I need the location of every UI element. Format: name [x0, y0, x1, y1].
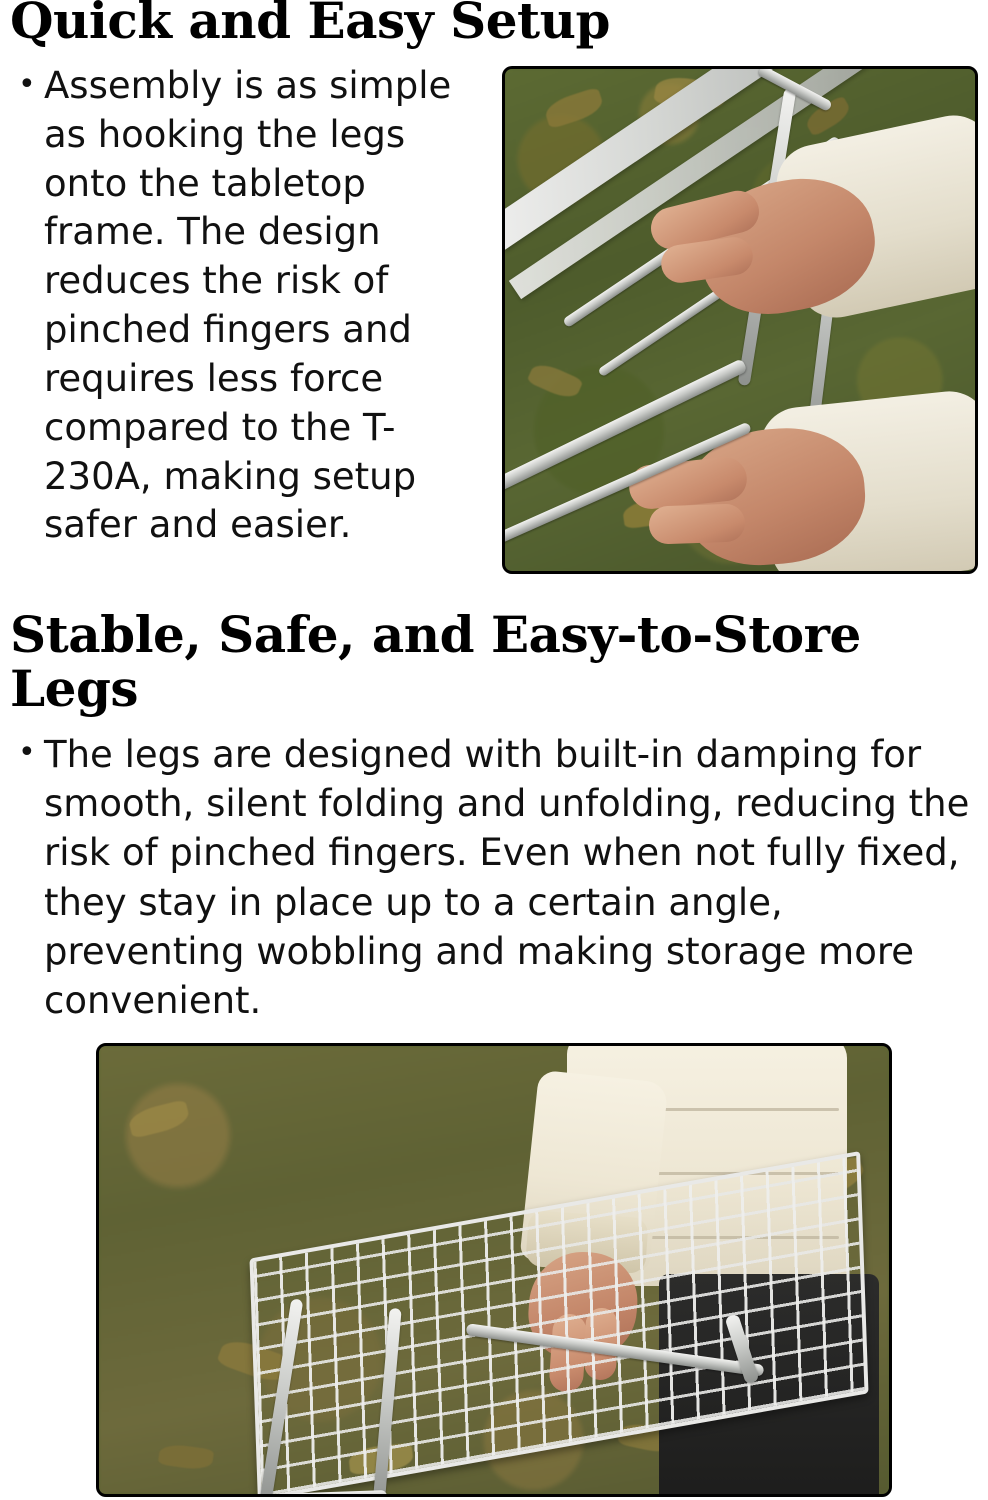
section-heading-quick-and-easy-setup: Quick and Easy Setup	[10, 0, 610, 50]
section-one-bullet-list	[10, 62, 472, 550]
section-one-body	[10, 62, 978, 574]
section-one-image-column	[480, 62, 978, 574]
list-item: • The legs are designed with built-in damping for smooth, silent folding and unfolding, reducing the risk of pinched fingers. Even when not fully fixed, they stay in place up to a certain angle, preventing wobbling and making storage more convenient.	[10, 730, 978, 1025]
section-two	[10, 605, 978, 1497]
image-person-folding-table-legs	[96, 1043, 892, 1497]
section-two-image-row	[10, 1043, 978, 1497]
finger-lower	[648, 503, 745, 544]
section-heading-stable-safe-easy-to-store-legs: Stable, Safe, and Easy-to-Store Legs	[10, 605, 861, 718]
section-two-bullet-list	[10, 730, 978, 1025]
list-item: • Assembly is as simple as hooking the legs onto the tabletop frame. The design reduces the risk of pinched fingers and requires less force compared to the T-230A, making setup safer and easier.	[10, 62, 472, 550]
image-hands-hooking-legs-onto-tabletop-frame	[502, 66, 978, 574]
section-one-text-column	[10, 62, 480, 550]
